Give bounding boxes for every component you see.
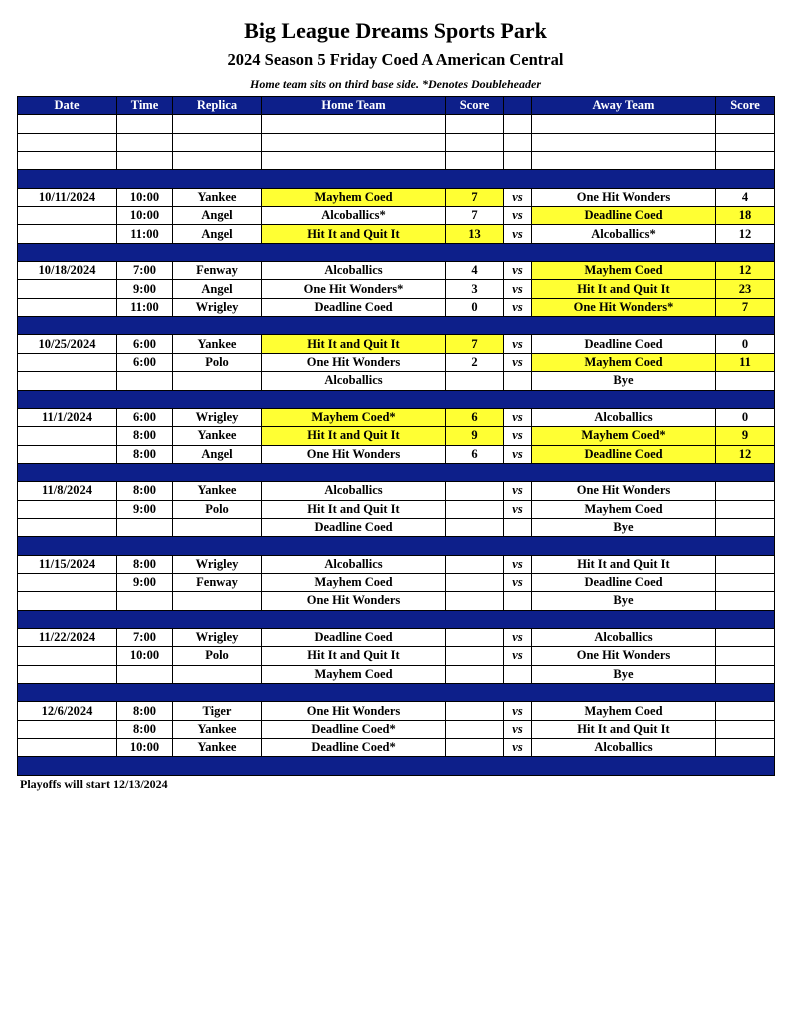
time-cell: 8:00 bbox=[117, 702, 173, 720]
home-team-cell: One Hit Wonders bbox=[262, 353, 446, 371]
home-score-cell: 6 bbox=[446, 445, 504, 463]
date-cell bbox=[18, 372, 117, 390]
time-cell: 8:00 bbox=[117, 445, 173, 463]
home-score-cell bbox=[446, 739, 504, 757]
away-team-cell: Deadline Coed bbox=[532, 573, 716, 591]
week-separator-row bbox=[18, 757, 775, 775]
replica-cell: Angel bbox=[173, 225, 262, 243]
vs-cell: vs bbox=[504, 702, 532, 720]
away-score-cell: 9 bbox=[716, 427, 775, 445]
home-team-cell bbox=[262, 133, 446, 151]
replica-cell: Wrigley bbox=[173, 298, 262, 316]
header-note: Home team sits on third base side. *Denotes Doubleheader bbox=[250, 77, 541, 91]
col-header-away-team: Away Team bbox=[532, 97, 716, 115]
time-cell bbox=[117, 518, 173, 536]
replica-cell: Yankee bbox=[173, 482, 262, 500]
time-cell bbox=[117, 592, 173, 610]
replica-cell: Yankee bbox=[173, 188, 262, 206]
separator-cell bbox=[18, 757, 775, 775]
away-team-cell: One Hit Wonders* bbox=[532, 298, 716, 316]
date-cell bbox=[18, 500, 117, 518]
date-cell bbox=[18, 739, 117, 757]
away-score-cell: 18 bbox=[716, 207, 775, 225]
home-score-cell bbox=[446, 665, 504, 683]
game-row bbox=[18, 555, 775, 573]
away-team-cell: Bye bbox=[532, 518, 716, 536]
away-team-cell: Mayhem Coed bbox=[532, 702, 716, 720]
home-team-cell: Hit It and Quit It bbox=[262, 225, 446, 243]
game-row bbox=[18, 188, 775, 206]
game-row bbox=[18, 262, 775, 280]
home-score-cell: 6 bbox=[446, 408, 504, 426]
away-score-cell bbox=[716, 133, 775, 151]
blank-row bbox=[18, 152, 775, 170]
away-team-cell: Hit It and Quit It bbox=[532, 720, 716, 738]
away-score-cell bbox=[716, 665, 775, 683]
replica-cell: Yankee bbox=[173, 427, 262, 445]
schedule-body bbox=[18, 115, 775, 775]
vs-cell: vs bbox=[504, 262, 532, 280]
away-score-cell bbox=[716, 500, 775, 518]
replica-cell: Yankee bbox=[173, 720, 262, 738]
col-header-vs bbox=[504, 97, 532, 115]
home-team-cell bbox=[262, 152, 446, 170]
vs-cell: vs bbox=[504, 500, 532, 518]
vs-cell: vs bbox=[504, 739, 532, 757]
time-cell: 8:00 bbox=[117, 720, 173, 738]
date-cell: 10/18/2024 bbox=[18, 262, 117, 280]
home-score-cell: 0 bbox=[446, 298, 504, 316]
time-cell: 10:00 bbox=[117, 207, 173, 225]
away-team-cell: Alcoballics bbox=[532, 628, 716, 646]
home-team-cell: Mayhem Coed* bbox=[262, 408, 446, 426]
time-cell: 10:00 bbox=[117, 188, 173, 206]
home-team-cell: Mayhem Coed bbox=[262, 573, 446, 591]
home-score-cell bbox=[446, 555, 504, 573]
time-cell: 8:00 bbox=[117, 555, 173, 573]
replica-cell: Yankee bbox=[173, 739, 262, 757]
home-score-cell bbox=[446, 372, 504, 390]
away-team-cell: Alcoballics* bbox=[532, 225, 716, 243]
away-team-cell: Mayhem Coed bbox=[532, 353, 716, 371]
home-team-cell: Hit It and Quit It bbox=[262, 335, 446, 353]
time-cell bbox=[117, 115, 173, 133]
away-team-cell: Mayhem Coed bbox=[532, 262, 716, 280]
home-team-cell: Alcoballics bbox=[262, 482, 446, 500]
home-score-cell bbox=[446, 720, 504, 738]
away-score-cell: 0 bbox=[716, 335, 775, 353]
playoffs-note: Playoffs will start 12/13/2024 bbox=[20, 777, 168, 791]
home-score-cell: 13 bbox=[446, 225, 504, 243]
away-team-cell: Mayhem Coed* bbox=[532, 427, 716, 445]
date-cell bbox=[18, 280, 117, 298]
col-header-away-score: Score bbox=[716, 97, 775, 115]
blank-row bbox=[18, 115, 775, 133]
vs-cell: vs bbox=[504, 353, 532, 371]
vs-cell bbox=[504, 592, 532, 610]
game-row bbox=[18, 225, 775, 243]
time-cell: 7:00 bbox=[117, 628, 173, 646]
replica-cell: Fenway bbox=[173, 262, 262, 280]
vs-cell: vs bbox=[504, 445, 532, 463]
date-cell bbox=[18, 720, 117, 738]
date-cell: 12/6/2024 bbox=[18, 702, 117, 720]
time-cell bbox=[117, 665, 173, 683]
replica-cell bbox=[173, 152, 262, 170]
away-team-cell: Hit It and Quit It bbox=[532, 280, 716, 298]
home-score-cell bbox=[446, 647, 504, 665]
replica-cell: Fenway bbox=[173, 573, 262, 591]
home-team-cell: Alcoballics bbox=[262, 262, 446, 280]
time-cell: 9:00 bbox=[117, 573, 173, 591]
home-team-cell: Deadline Coed bbox=[262, 518, 446, 536]
away-score-cell: 4 bbox=[716, 188, 775, 206]
week-separator-row bbox=[18, 170, 775, 188]
game-row bbox=[18, 207, 775, 225]
replica-cell bbox=[173, 133, 262, 151]
home-team-cell: Mayhem Coed bbox=[262, 188, 446, 206]
vs-cell: vs bbox=[504, 280, 532, 298]
time-cell: 6:00 bbox=[117, 353, 173, 371]
home-team-cell: Alcoballics bbox=[262, 372, 446, 390]
away-team-cell bbox=[532, 152, 716, 170]
away-score-cell bbox=[716, 152, 775, 170]
home-score-cell: 3 bbox=[446, 280, 504, 298]
vs-cell: vs bbox=[504, 573, 532, 591]
home-score-cell bbox=[446, 133, 504, 151]
away-score-cell: 12 bbox=[716, 445, 775, 463]
away-score-cell: 12 bbox=[716, 225, 775, 243]
away-score-cell: 23 bbox=[716, 280, 775, 298]
week-separator-row bbox=[18, 243, 775, 261]
away-team-cell: Mayhem Coed bbox=[532, 500, 716, 518]
away-score-cell: 7 bbox=[716, 298, 775, 316]
time-cell: 10:00 bbox=[117, 739, 173, 757]
home-team-cell: Deadline Coed* bbox=[262, 739, 446, 757]
date-cell: 11/8/2024 bbox=[18, 482, 117, 500]
separator-cell bbox=[18, 537, 775, 555]
vs-cell: vs bbox=[504, 647, 532, 665]
replica-cell: Polo bbox=[173, 353, 262, 371]
replica-cell: Polo bbox=[173, 500, 262, 518]
time-cell bbox=[117, 133, 173, 151]
date-cell: 10/11/2024 bbox=[18, 188, 117, 206]
week-separator-row bbox=[18, 390, 775, 408]
blank-row bbox=[18, 133, 775, 151]
away-team-cell: Hit It and Quit It bbox=[532, 555, 716, 573]
home-score-cell bbox=[446, 573, 504, 591]
game-row bbox=[18, 573, 775, 591]
replica-cell: Angel bbox=[173, 207, 262, 225]
col-header-replica: Replica bbox=[173, 97, 262, 115]
time-cell: 7:00 bbox=[117, 262, 173, 280]
away-score-cell: 11 bbox=[716, 353, 775, 371]
replica-cell bbox=[173, 518, 262, 536]
away-score-cell bbox=[716, 702, 775, 720]
replica-cell bbox=[173, 372, 262, 390]
home-team-cell: One Hit Wonders bbox=[262, 592, 446, 610]
home-team-cell: One Hit Wonders* bbox=[262, 280, 446, 298]
home-score-cell: 4 bbox=[446, 262, 504, 280]
separator-cell bbox=[18, 317, 775, 335]
vs-cell: vs bbox=[504, 335, 532, 353]
time-cell: 9:00 bbox=[117, 500, 173, 518]
game-row bbox=[18, 647, 775, 665]
home-score-cell bbox=[446, 500, 504, 518]
home-score-cell bbox=[446, 628, 504, 646]
away-team-cell: Bye bbox=[532, 372, 716, 390]
replica-cell: Polo bbox=[173, 647, 262, 665]
away-team-cell: Deadline Coed bbox=[532, 445, 716, 463]
game-row bbox=[18, 628, 775, 646]
table-header-row bbox=[18, 97, 775, 115]
date-cell: 11/1/2024 bbox=[18, 408, 117, 426]
date-cell bbox=[18, 647, 117, 665]
replica-cell: Wrigley bbox=[173, 628, 262, 646]
replica-cell: Wrigley bbox=[173, 408, 262, 426]
game-row bbox=[18, 702, 775, 720]
away-team-cell: Alcoballics bbox=[532, 739, 716, 757]
replica-cell: Tiger bbox=[173, 702, 262, 720]
away-team-cell: Deadline Coed bbox=[532, 207, 716, 225]
vs-cell: vs bbox=[504, 482, 532, 500]
page-subtitle: 2024 Season 5 Friday Coed A American Central bbox=[227, 50, 564, 69]
separator-cell bbox=[18, 243, 775, 261]
col-header-time: Time bbox=[117, 97, 173, 115]
schedule-table bbox=[17, 96, 775, 776]
game-row bbox=[18, 665, 775, 683]
away-team-cell: One Hit Wonders bbox=[532, 647, 716, 665]
home-score-cell: 7 bbox=[446, 188, 504, 206]
home-team-cell: Deadline Coed* bbox=[262, 720, 446, 738]
game-row bbox=[18, 372, 775, 390]
time-cell: 10:00 bbox=[117, 647, 173, 665]
date-cell: 11/22/2024 bbox=[18, 628, 117, 646]
vs-cell: vs bbox=[504, 298, 532, 316]
away-score-cell bbox=[716, 592, 775, 610]
home-team-cell: Alcoballics* bbox=[262, 207, 446, 225]
home-team-cell: Mayhem Coed bbox=[262, 665, 446, 683]
away-score-cell bbox=[716, 573, 775, 591]
away-team-cell: Deadline Coed bbox=[532, 335, 716, 353]
col-header-home-team: Home Team bbox=[262, 97, 446, 115]
game-row bbox=[18, 592, 775, 610]
away-team-cell bbox=[532, 133, 716, 151]
page-title: Big League Dreams Sports Park bbox=[244, 18, 547, 43]
replica-cell: Angel bbox=[173, 445, 262, 463]
time-cell: 9:00 bbox=[117, 280, 173, 298]
time-cell: 6:00 bbox=[117, 335, 173, 353]
vs-cell bbox=[504, 133, 532, 151]
week-separator-row bbox=[18, 610, 775, 628]
away-score-cell bbox=[716, 482, 775, 500]
vs-cell bbox=[504, 152, 532, 170]
date-cell bbox=[18, 207, 117, 225]
vs-cell: vs bbox=[504, 225, 532, 243]
separator-cell bbox=[18, 463, 775, 481]
vs-cell: vs bbox=[504, 720, 532, 738]
home-team-cell bbox=[262, 115, 446, 133]
home-team-cell: Deadline Coed bbox=[262, 298, 446, 316]
vs-cell bbox=[504, 372, 532, 390]
date-cell bbox=[18, 225, 117, 243]
home-score-cell bbox=[446, 518, 504, 536]
game-row bbox=[18, 739, 775, 757]
date-cell bbox=[18, 665, 117, 683]
col-header-date: Date bbox=[18, 97, 117, 115]
time-cell: 11:00 bbox=[117, 298, 173, 316]
vs-cell: vs bbox=[504, 207, 532, 225]
replica-cell: Angel bbox=[173, 280, 262, 298]
date-cell bbox=[18, 427, 117, 445]
time-cell: 8:00 bbox=[117, 482, 173, 500]
date-cell: 11/15/2024 bbox=[18, 555, 117, 573]
away-score-cell bbox=[716, 115, 775, 133]
vs-cell: vs bbox=[504, 628, 532, 646]
home-team-cell: One Hit Wonders bbox=[262, 445, 446, 463]
vs-cell: vs bbox=[504, 188, 532, 206]
game-row bbox=[18, 335, 775, 353]
away-score-cell bbox=[716, 647, 775, 665]
game-row bbox=[18, 353, 775, 371]
replica-cell bbox=[173, 665, 262, 683]
away-team-cell: Bye bbox=[532, 665, 716, 683]
game-row bbox=[18, 427, 775, 445]
away-team-cell bbox=[532, 115, 716, 133]
week-separator-row bbox=[18, 537, 775, 555]
away-score-cell bbox=[716, 372, 775, 390]
separator-cell bbox=[18, 170, 775, 188]
home-team-cell: Alcoballics bbox=[262, 555, 446, 573]
replica-cell: Wrigley bbox=[173, 555, 262, 573]
col-header-home-score: Score bbox=[446, 97, 504, 115]
away-score-cell: 12 bbox=[716, 262, 775, 280]
home-team-cell: Hit It and Quit It bbox=[262, 500, 446, 518]
vs-cell: vs bbox=[504, 555, 532, 573]
home-team-cell: Hit It and Quit It bbox=[262, 427, 446, 445]
game-row bbox=[18, 482, 775, 500]
home-score-cell bbox=[446, 115, 504, 133]
home-score-cell bbox=[446, 482, 504, 500]
week-separator-row bbox=[18, 317, 775, 335]
away-team-cell: Bye bbox=[532, 592, 716, 610]
date-cell bbox=[18, 518, 117, 536]
vs-cell bbox=[504, 115, 532, 133]
vs-cell: vs bbox=[504, 408, 532, 426]
home-score-cell: 9 bbox=[446, 427, 504, 445]
time-cell: 11:00 bbox=[117, 225, 173, 243]
replica-cell bbox=[173, 115, 262, 133]
game-row bbox=[18, 408, 775, 426]
week-separator-row bbox=[18, 463, 775, 481]
away-score-cell bbox=[716, 628, 775, 646]
away-score-cell bbox=[716, 739, 775, 757]
away-score-cell: 0 bbox=[716, 408, 775, 426]
away-score-cell bbox=[716, 518, 775, 536]
game-row bbox=[18, 518, 775, 536]
time-cell: 8:00 bbox=[117, 427, 173, 445]
time-cell bbox=[117, 372, 173, 390]
time-cell bbox=[117, 152, 173, 170]
game-row bbox=[18, 500, 775, 518]
date-cell bbox=[18, 573, 117, 591]
time-cell: 6:00 bbox=[117, 408, 173, 426]
replica-cell: Yankee bbox=[173, 335, 262, 353]
home-score-cell: 2 bbox=[446, 353, 504, 371]
separator-cell bbox=[18, 684, 775, 702]
away-score-cell bbox=[716, 720, 775, 738]
home-team-cell: One Hit Wonders bbox=[262, 702, 446, 720]
week-separator-row bbox=[18, 684, 775, 702]
home-team-cell: Hit It and Quit It bbox=[262, 647, 446, 665]
date-cell: 10/25/2024 bbox=[18, 335, 117, 353]
away-score-cell bbox=[716, 555, 775, 573]
home-score-cell bbox=[446, 592, 504, 610]
vs-cell bbox=[504, 518, 532, 536]
away-team-cell: One Hit Wonders bbox=[532, 188, 716, 206]
game-row bbox=[18, 445, 775, 463]
game-row bbox=[18, 298, 775, 316]
home-score-cell bbox=[446, 702, 504, 720]
date-cell bbox=[18, 592, 117, 610]
away-team-cell: One Hit Wonders bbox=[532, 482, 716, 500]
date-cell bbox=[18, 133, 117, 151]
separator-cell bbox=[18, 390, 775, 408]
separator-cell bbox=[18, 610, 775, 628]
date-cell bbox=[18, 445, 117, 463]
game-row bbox=[18, 720, 775, 738]
home-score-cell: 7 bbox=[446, 207, 504, 225]
home-score-cell: 7 bbox=[446, 335, 504, 353]
home-score-cell bbox=[446, 152, 504, 170]
date-cell bbox=[18, 298, 117, 316]
vs-cell: vs bbox=[504, 427, 532, 445]
game-row bbox=[18, 280, 775, 298]
date-cell bbox=[18, 152, 117, 170]
home-team-cell: Deadline Coed bbox=[262, 628, 446, 646]
away-team-cell: Alcoballics bbox=[532, 408, 716, 426]
vs-cell bbox=[504, 665, 532, 683]
date-cell bbox=[18, 353, 117, 371]
replica-cell bbox=[173, 592, 262, 610]
date-cell bbox=[18, 115, 117, 133]
